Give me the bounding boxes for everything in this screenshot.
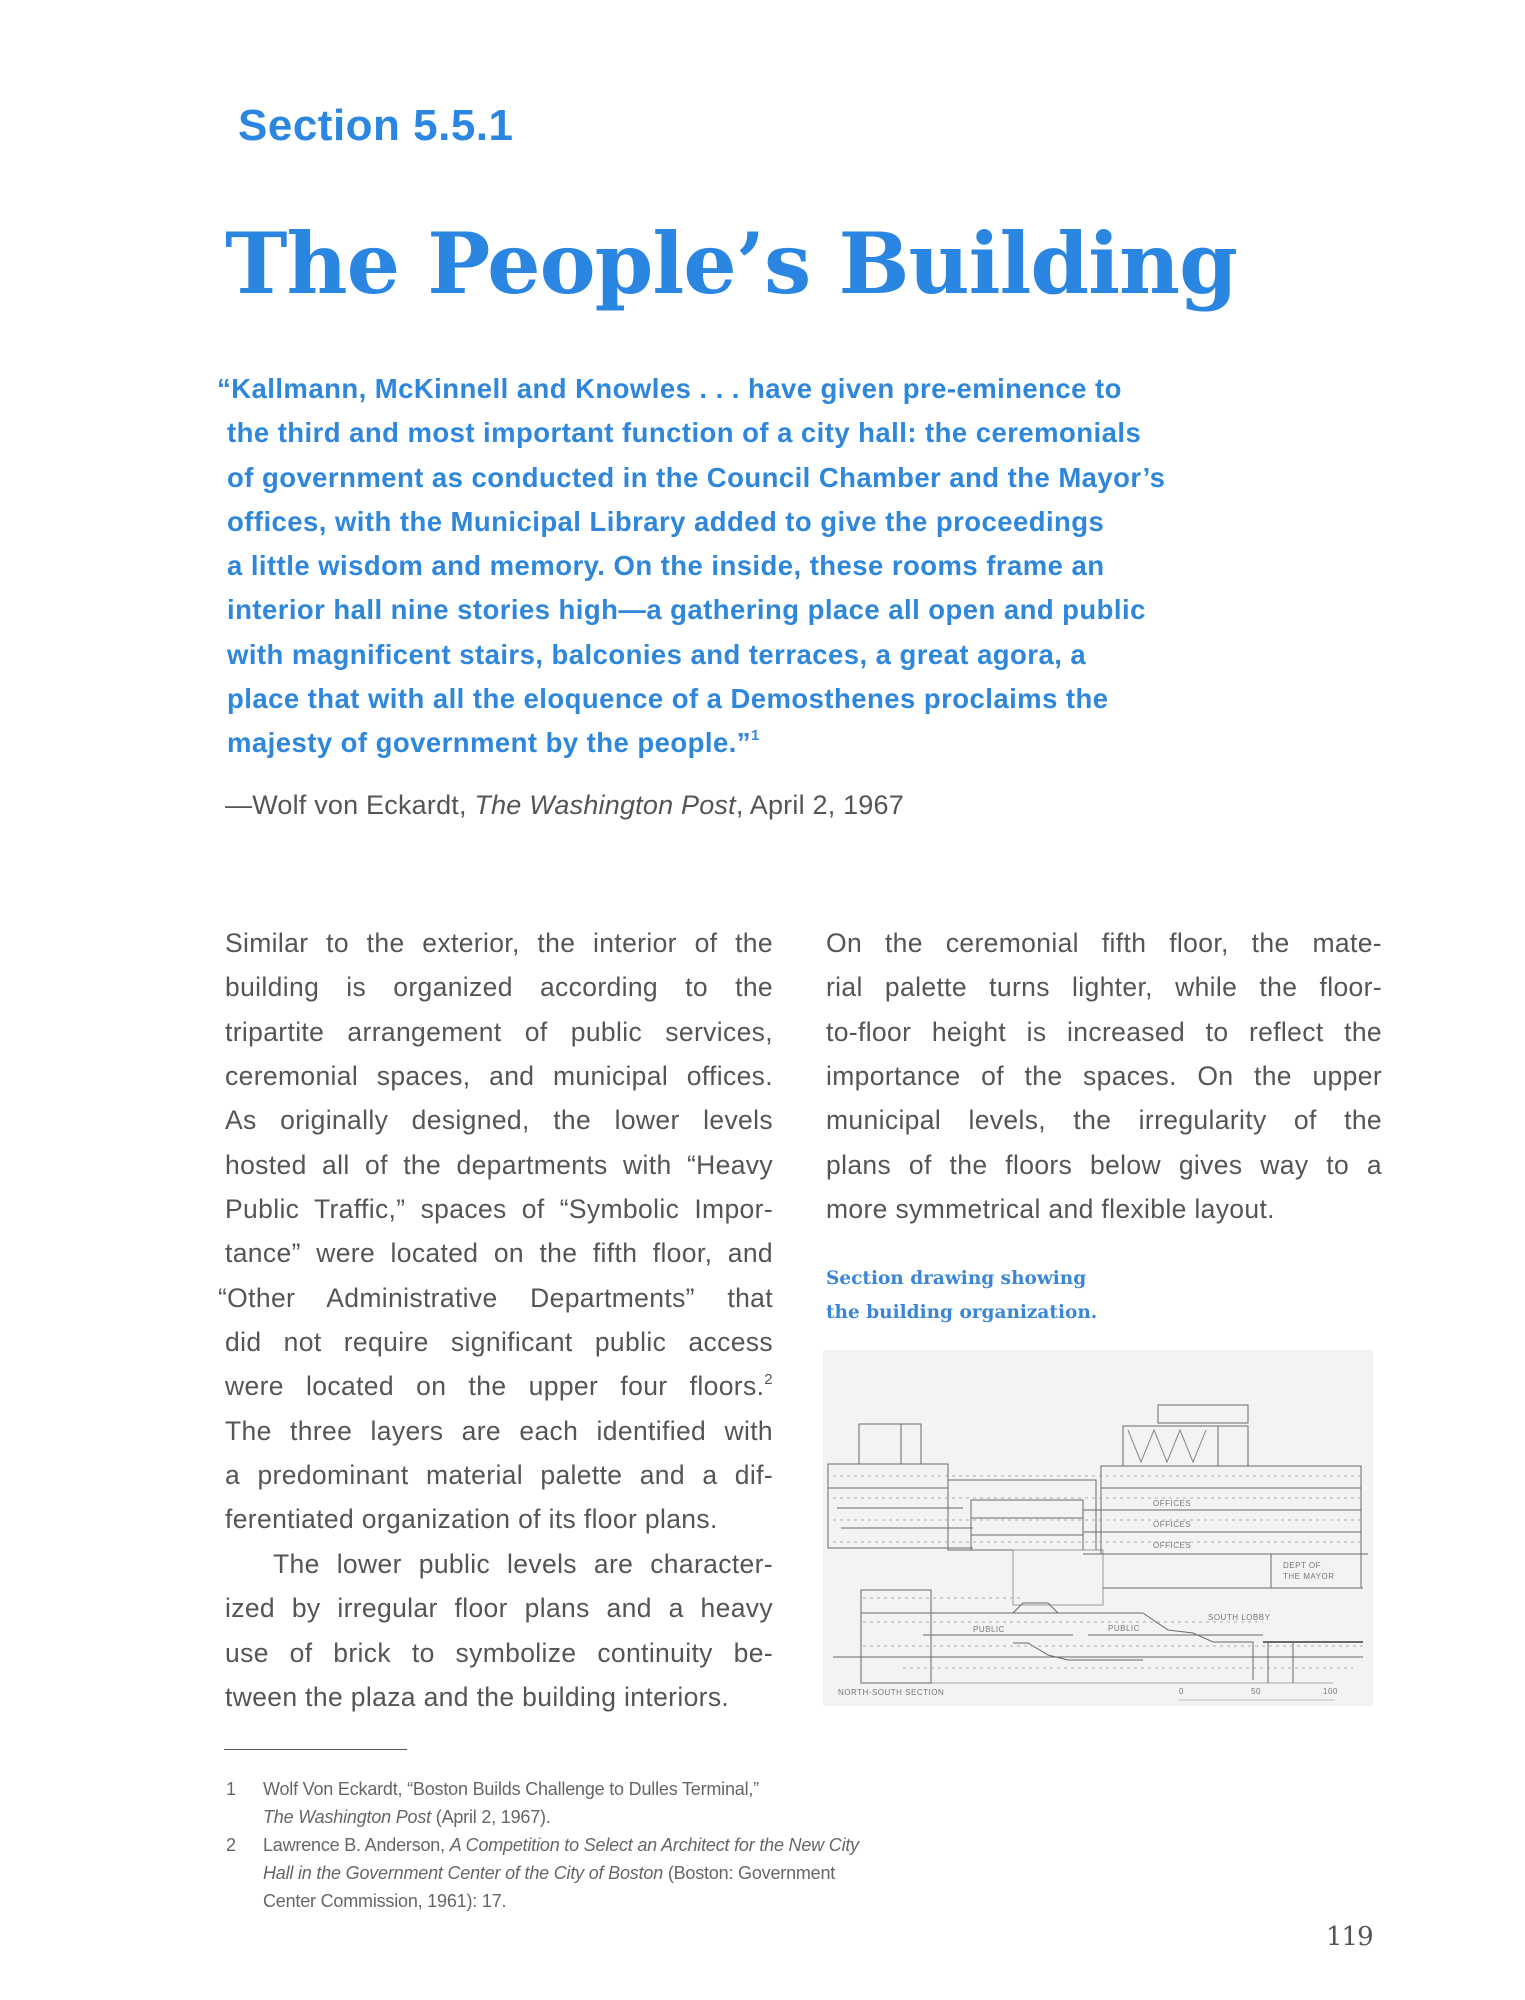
body-column-left — [218, 921, 773, 1719]
label-public: PUBLIC — [973, 1625, 1005, 1634]
mayor-department-box — [1271, 1554, 1361, 1588]
body-line: rial palette turns lighter, while the floor- — [826, 972, 1382, 1003]
body-line: ferentiated organization of its floor plans. — [225, 1504, 718, 1535]
quote-line: offices, with the Municipal Library added to give the proceedings — [227, 505, 1105, 537]
body-line: municipal levels, the irregularity of the — [826, 1105, 1382, 1136]
body-line: ceremonial spaces, and municipal offices. — [225, 1061, 773, 1092]
body-line: Similar to the exterior, the interior of the — [225, 928, 773, 958]
atrium-upper — [948, 1480, 1096, 1550]
footnote-text: (April 2, 1967). — [430, 1807, 551, 1827]
footnote-italic: Hall in the Government Center of the City of Boston — [263, 1863, 664, 1883]
body-line: a predominant material palette and a dif- — [225, 1460, 773, 1491]
footnote-line: Wolf Von Eckardt, “Boston Builds Challenge to Dulles Terminal,” — [263, 1779, 759, 1799]
body-line: On the ceremonial fifth floor, the mate- — [826, 928, 1382, 958]
figure-caption — [826, 1262, 1097, 1330]
footnote-line — [263, 1803, 1024, 1831]
label-offices: OFFICES — [1153, 1541, 1192, 1550]
attribution-date: , April 2, 1967 — [735, 790, 904, 820]
caption-line: Section drawing showing — [826, 1268, 1087, 1289]
label-south-lobby: SOUTH LOBBY — [1208, 1613, 1271, 1622]
attribution-author: —Wolf von Eckardt, — [225, 790, 475, 820]
quote-line: of government as conducted in the Council Chamber and the Mayor’s — [227, 461, 1166, 493]
footnote-line — [263, 1859, 1024, 1887]
quote-line: place that with all the eloquence of a Demosthenes proclaims the — [227, 683, 1109, 715]
body-line: did not require significant public access — [225, 1327, 773, 1358]
body-line-text: were located on the upper four floors. — [225, 1371, 765, 1402]
quote-line: the third and most important function of a city hall: the ceremonials — [227, 417, 1142, 449]
footnote-italic: The Washington Post — [263, 1807, 431, 1827]
atrium-core — [971, 1500, 1083, 1550]
footnote-2 — [224, 1831, 1024, 1915]
footnote-ref-2[interactable]: 2 — [764, 1371, 773, 1389]
body-line: importance of the spaces. On the upper — [826, 1061, 1382, 1092]
quote-line: a little wisdom and memory. On the inside, these rooms frame an — [227, 550, 1105, 582]
label-dept-mayor: THE MAYOR — [1283, 1572, 1335, 1581]
quote-attribution — [225, 790, 904, 821]
body-line: use of brick to symbolize continuity be- — [225, 1637, 773, 1668]
body-line: to-floor height is increased to reflect the — [826, 1016, 1382, 1047]
scale-label-0: 0 — [1179, 1687, 1184, 1696]
body-line: As originally designed, the lower levels — [225, 1105, 773, 1136]
left-upper-wing — [828, 1464, 948, 1548]
epigraph-quote — [217, 367, 1297, 766]
section-drawing-svg — [823, 1350, 1373, 1706]
body-line: more symmetrical and flexible layout. — [826, 1194, 1275, 1225]
footnote-number: 2 — [226, 1835, 236, 1855]
quote-line: with magnificent stairs, balconies and terraces, a great agora, a — [227, 638, 1087, 670]
page-title: The People’s Building — [225, 214, 1237, 313]
lower-left-block — [861, 1590, 931, 1683]
footnote-ref-1[interactable]: 1 — [750, 727, 760, 745]
label-public: PUBLIC — [1108, 1624, 1140, 1633]
footnotes — [224, 1775, 1024, 1915]
right-truss-block — [1123, 1426, 1218, 1466]
atrium-lower — [1013, 1550, 1103, 1605]
body-line: Public Traffic,” spaces of “Symbolic Impor- — [225, 1194, 773, 1225]
quote-line-last — [217, 721, 1297, 765]
body-line: The three layers are each identified with — [225, 1415, 773, 1446]
body-line: building is organized according to the — [225, 972, 773, 1003]
footnote-italic: A Competition to Select an Architect for the New City — [449, 1835, 859, 1855]
label-dept-mayor: DEPT OF — [1283, 1561, 1322, 1570]
body-line: The lower public levels are character- — [273, 1548, 773, 1579]
attribution-publication: The Washington Post — [474, 790, 736, 820]
body-line: tripartite arrangement of public services, — [225, 1016, 773, 1047]
body-line: ized by irregular floor plans and a heavy — [225, 1593, 773, 1624]
label-offices: OFFICES — [1153, 1499, 1192, 1508]
caption-line: the building organization. — [826, 1302, 1098, 1323]
truss-zigzag — [1128, 1430, 1206, 1462]
footnote-text: (Boston: Government — [663, 1863, 836, 1883]
body-column-right — [826, 921, 1382, 1231]
footnote-text: Lawrence B. Anderson, — [263, 1835, 450, 1855]
terrace-profile — [1143, 1613, 1253, 1680]
section-drawing — [823, 1350, 1373, 1706]
footnote-divider — [224, 1749, 407, 1750]
body-line: plans of the floors below gives way to a — [826, 1149, 1382, 1180]
body-line-with-ref — [225, 1364, 773, 1408]
footnote-line — [263, 1831, 1024, 1859]
scale-label-50: 50 — [1251, 1687, 1261, 1696]
section-label: Section 5.5.1 — [238, 101, 514, 150]
footnote-1 — [224, 1775, 1024, 1831]
page-number: 119 — [1326, 1922, 1373, 1952]
right-roof-cap — [1158, 1405, 1248, 1423]
body-line: tween the plaza and the building interiors. — [225, 1681, 730, 1712]
right-roof-block — [1218, 1426, 1248, 1466]
body-line: hosted all of the departments with “Heavy — [225, 1149, 773, 1180]
body-line: “Other Administrative Departments” that — [218, 1282, 773, 1313]
footnote-line: Center Commission, 1961): 17. — [263, 1891, 507, 1911]
scale-label-100: 100 — [1323, 1687, 1338, 1696]
quote-line: interior hall nine stories high—a gathering place all open and public — [227, 594, 1146, 626]
left-roof-block — [859, 1424, 921, 1464]
quote-line: “Kallmann, McKinnell and Knowles . . . have given pre-eminence to — [217, 373, 1122, 404]
quote-line-text: majesty of government by the people.” — [227, 727, 751, 759]
label-section-title: NORTH-SOUTH SECTION — [838, 1688, 945, 1697]
label-offices: OFFICES — [1153, 1520, 1192, 1529]
footnote-number: 1 — [226, 1779, 236, 1799]
body-line: tance” were located on the fifth floor, and — [225, 1238, 773, 1269]
